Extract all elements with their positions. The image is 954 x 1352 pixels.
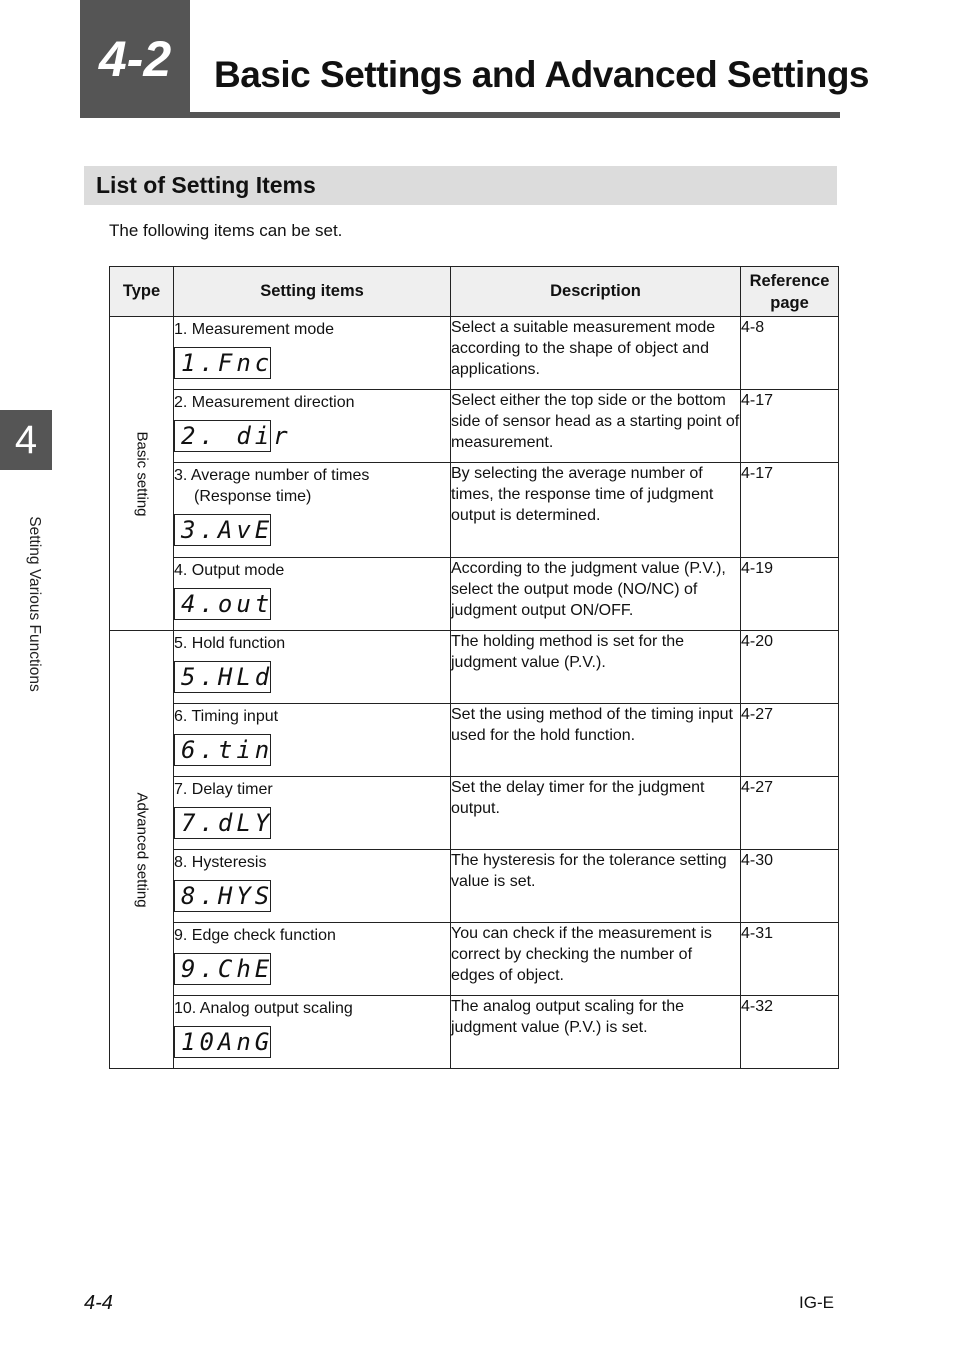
lcd-display: 7.dLY — [174, 807, 271, 839]
type-label: Basic setting — [133, 430, 150, 517]
description-cell: You can check if the measurement is correct by checking the number of edges of object. — [451, 923, 741, 996]
title-rule — [190, 112, 840, 118]
reference-cell: 4-27 — [741, 777, 839, 850]
chapter-number: 4-2 — [80, 0, 190, 118]
item-label: 4. Output mode — [174, 562, 285, 579]
item-cell — [174, 317, 451, 390]
item-label: 6. Timing input — [174, 708, 279, 725]
item-cell — [174, 463, 451, 558]
item-cell — [174, 631, 451, 704]
table-row — [110, 850, 839, 923]
page-title: Basic Settings and Advanced Settings — [214, 54, 870, 95]
section-title: List of Setting Items — [96, 172, 316, 198]
table-row — [110, 631, 839, 704]
reference-cell: 4-32 — [741, 996, 839, 1069]
description-cell: The analog output scaling for the judgment value (P.V.) is set. — [451, 996, 741, 1069]
item-label: 5. Hold function — [174, 635, 286, 652]
description-cell: Select either the top side or the bottom side of sensor head as a starting point of measurement. — [451, 390, 741, 463]
item-cell — [174, 777, 451, 850]
description-cell: The holding method is set for the judgment value (P.V.). — [451, 631, 741, 704]
description-cell: By selecting the average number of times, the response time of judgment output is determined. — [451, 463, 741, 558]
table-row — [110, 390, 839, 463]
reference-cell: 4-8 — [741, 317, 839, 390]
description-cell: Select a suitable measurement mode according to the shape of object and applications. — [451, 317, 741, 390]
description-cell: The hysteresis for the tolerance setting value is set. — [451, 850, 741, 923]
lcd-display: 1.Fnc — [174, 347, 271, 379]
description-cell: Set the using method of the timing input used for the hold function. — [451, 704, 741, 777]
item-cell — [174, 558, 451, 631]
table-row — [110, 463, 839, 558]
table-row — [110, 317, 839, 390]
reference-cell: 4-30 — [741, 850, 839, 923]
item-cell — [174, 704, 451, 777]
reference-cell: 4-20 — [741, 631, 839, 704]
table-header-row — [110, 267, 839, 317]
lcd-display: 8.HYS — [174, 880, 271, 912]
lcd-display: 6.tin — [174, 734, 271, 766]
type-label: Advanced setting — [133, 791, 150, 908]
reference-cell: 4-27 — [741, 704, 839, 777]
reference-cell: 4-31 — [741, 923, 839, 996]
lcd-display: 9.ChE — [174, 953, 271, 985]
description-cell: Set the delay timer for the judgment output. — [451, 777, 741, 850]
item-label: 3. Average number of times — [174, 467, 370, 484]
intro-text: The following items can be set. — [109, 221, 343, 240]
item-label: 2. Measurement direction — [174, 394, 355, 411]
item-label: 10. Analog output scaling — [174, 1000, 353, 1017]
chapter-tab: 4 — [0, 410, 52, 470]
lcd-display: 10AnG — [174, 1026, 271, 1058]
item-label: 7. Delay timer — [174, 781, 273, 798]
header-type: Type — [110, 267, 174, 317]
reference-cell: 4-17 — [741, 390, 839, 463]
item-label: 8. Hysteresis — [174, 854, 267, 871]
page-number: 4-4 — [84, 1292, 113, 1314]
table-row — [110, 704, 839, 777]
table-row — [110, 777, 839, 850]
table-row — [110, 558, 839, 631]
header-setting-items: Setting items — [174, 267, 451, 317]
type-group-advanced — [110, 631, 174, 1069]
item-cell — [174, 390, 451, 463]
item-sublabel: (Response time) — [194, 488, 312, 505]
settings-table — [109, 266, 839, 1069]
reference-cell: 4-17 — [741, 463, 839, 558]
lcd-display: 4.out — [174, 588, 271, 620]
item-cell — [174, 923, 451, 996]
type-group-basic — [110, 317, 174, 631]
lcd-display: 5.HLd — [174, 661, 271, 693]
reference-cell: 4-19 — [741, 558, 839, 631]
manual-code: IG-E — [799, 1293, 834, 1312]
item-cell — [174, 850, 451, 923]
item-label: 1. Measurement mode — [174, 321, 335, 338]
table-row — [110, 996, 839, 1069]
item-label: 9. Edge check function — [174, 927, 336, 944]
header-description: Description — [451, 267, 741, 317]
header-reference-page: Reference page — [741, 267, 839, 317]
chapter-tab-label: Setting Various Functions — [26, 516, 43, 692]
description-cell: According to the judgment value (P.V.), select the output mode (NO/NC) of judgment output ON/OFF. — [451, 558, 741, 631]
item-cell — [174, 996, 451, 1069]
table-row — [110, 923, 839, 996]
lcd-display: 2. dir — [174, 420, 271, 452]
lcd-display: 3.AvE — [174, 514, 271, 546]
